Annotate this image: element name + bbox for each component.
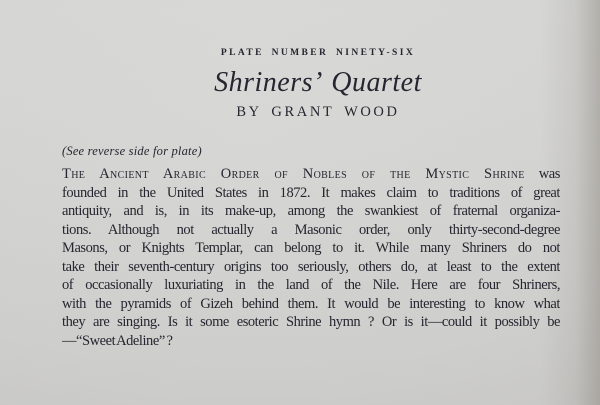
author-byline: BY GRANT WOOD — [236, 104, 400, 120]
lead-smallcaps-text: The Ancient Arabic Order of Nobles of the Mystic Shrine — [62, 166, 525, 182]
body-line-10: —“Sweet Adeline” ? — [62, 332, 173, 349]
body-line-4: tions. Although not actually a Masonic order, only thirty-second-degree — [62, 221, 560, 238]
body-line-7: of occasionally luxuriating in the land of the Nile. Here are four Shriners, — [62, 277, 560, 293]
body-line-6: take their seventh-century origins too seriously, others do, at least to the extent — [62, 258, 560, 275]
reverse-side-note: (See reverse side for plate) — [62, 144, 202, 158]
body-line-2: founded in the United States in 1872. It makes claim to traditions of great — [62, 184, 560, 201]
body-line-9: they are singing. Is it some esoteric Shrine hymn ? Or is it—could it possibly be — [62, 314, 560, 330]
lead-tail-text: was — [524, 166, 560, 182]
description-paragraph — [62, 165, 560, 350]
body-line-1 — [62, 165, 560, 184]
body-line-8: with the pyramids of Gizeh behind them. It would be interesting to know what — [62, 295, 560, 312]
body-line-3: antiquity, and is, in its make-up, among the swankiest of fraternal organiza- — [62, 203, 560, 219]
body-line-5: Masons, or Knights Templar, can belong to it. While many Shriners do not — [62, 240, 560, 256]
plate-number-label: PLATE NUMBER NINETY-SIX — [220, 48, 416, 58]
page-title: Shriners’ Quartet — [214, 67, 422, 98]
page-header — [62, 48, 560, 121]
